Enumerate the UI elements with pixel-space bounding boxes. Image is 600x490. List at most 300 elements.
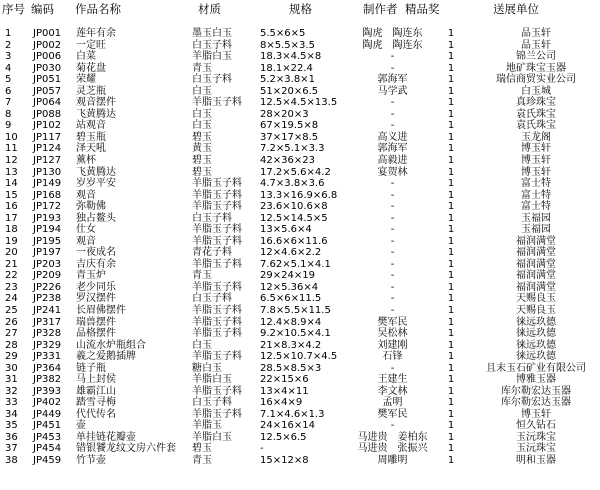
cell-maker: - [390,189,395,201]
cell-award: 1 [447,166,455,178]
cell-spec: 21×8.3×4.2 [260,339,322,351]
cell-name: 飞黄腾达 [76,166,116,178]
cell-seq: 34 [5,408,18,420]
cell-award: 1 [447,455,455,466]
cell-spec: 28×20×3 [260,108,309,120]
cell-material: 羊脂玉子料 [192,316,242,328]
cell-unit: 福润满堂 [516,281,556,293]
cell-name: 瑞兽摆件 [76,316,116,328]
cell-seq: 31 [5,374,18,386]
cell-seq: 38 [5,455,18,466]
cell-unit: 徕远玖德 [516,351,556,363]
cell-unit: 玉沅珠宝 [516,443,556,455]
cell-name: 观音 [76,235,96,247]
cell-material: 青玉 [192,270,212,282]
cell-maker: 宴贺林 [377,166,408,178]
cell-name: 老少同乐 [76,281,116,293]
cell-material: 羊脂玉子料 [192,189,242,201]
cell-award: 1 [447,39,455,51]
header-code: 编码 [31,2,54,16]
cell-maker: 王建生 [377,374,408,386]
cell-seq: 12 [5,154,18,166]
cell-unit: 品玉轩 [521,39,551,51]
cell-name: 碧玉瓶 [76,131,106,143]
cell-award: 1 [447,85,455,97]
cell-seq: 1 [5,28,12,39]
cell-material: 羊脂玉子料 [192,281,242,293]
cell-material: 羊脂白玉 [192,51,232,63]
cell-name: 薰杯 [76,154,96,166]
cell-unit: 徕远玖德 [516,339,556,351]
cell-maker: - [390,224,395,236]
cell-spec: 16.6×6×11.6 [260,235,328,247]
cell-code: JP030 [33,62,62,74]
cell-seq: 16 [5,201,18,213]
cell-code: JP057 [33,85,62,97]
cell-spec: 29×24×19 [260,270,315,282]
cell-code: JP064 [33,97,62,109]
cell-unit: 富士特 [521,189,551,201]
cell-spec: 8×5.5×3.5 [260,39,315,51]
cell-code: JP088 [33,108,62,120]
cell-code: JP193 [33,212,62,224]
cell-unit: 博玉轩 [521,408,551,420]
cell-award: 1 [447,397,455,409]
cell-name: 灵芝瓶 [76,85,106,97]
cell-code: JP102 [33,120,62,132]
cell-maker: - [390,420,395,432]
cell-name: 青玉炉 [76,270,106,282]
cell-unit: 福润满堂 [516,247,556,259]
cell-spec: 24×16×14 [260,420,315,432]
cell-code: JP317 [33,316,62,328]
cell-name: 错银饕龙纹文房六件套 [76,443,176,455]
cell-seq: 24 [5,293,18,305]
cell-name: 观音 [76,189,96,201]
cell-seq: 13 [5,166,18,178]
cell-spec: 7.2×5.1×3.3 [260,143,325,155]
cell-seq: 7 [5,97,12,109]
cell-maker: - [390,120,395,132]
cell-code: JP194 [33,224,62,236]
cell-spec: 7.1×4.6×1.3 [260,408,325,420]
cell-spec: 9.2×10.5×4.1 [260,328,331,339]
cell-unit: 且末玉石矿业有限公司 [486,362,586,374]
cell-material: 黄玉 [192,143,212,155]
cell-unit: 徕远玖德 [516,316,556,328]
cell-maker: - [390,247,395,259]
cell-code: JP393 [33,385,62,397]
cell-material: 白玉子料 [192,397,232,409]
cell-seq: 21 [5,258,18,270]
cell-award: 1 [447,120,455,132]
cell-code: JP002 [33,39,62,51]
cell-code: JP331 [33,351,62,363]
cell-seq: 6 [5,85,12,97]
cell-material: 羊脂玉子料 [192,201,242,213]
cell-spec: 37×17×8.5 [260,131,319,143]
cell-unit: 库尔勒宏达玉器 [501,385,571,397]
header-seq: 序号 [2,2,25,16]
cell-name: 独占鳌头 [76,212,116,224]
cell-award: 1 [447,108,455,120]
cell-award: 1 [447,305,455,316]
cell-award: 1 [447,374,455,386]
cell-award: 1 [447,293,455,305]
cell-seq: 2 [5,39,12,51]
cell-name: 羲之爱鹅插牌 [76,351,136,363]
cell-name: 品格摆件 [76,328,116,339]
cell-code: JP449 [33,408,62,420]
cell-maker: - [390,97,395,109]
cell-award: 1 [447,235,455,247]
cell-seq: 18 [5,224,18,236]
cell-code: JP226 [33,281,62,293]
cell-maker: 陶虎 陶连东 [362,39,423,51]
cell-material: 白玉子料 [192,212,232,224]
cell-unit: 袁氏珠宝 [516,120,556,132]
cell-spec: 42×36×23 [260,154,315,166]
cell-unit: 天赐良玉 [516,305,556,316]
cell-code: JP459 [33,455,62,466]
cell-name: 竹节壶 [76,455,106,466]
cell-material: 青玉 [192,62,212,74]
cell-seq: 26 [5,316,18,328]
cell-spec: 12×4.6×2.2 [260,247,322,259]
cell-maker: - [390,62,395,74]
cell-seq: 28 [5,339,18,351]
cell-award: 1 [447,143,455,155]
cell-seq: 17 [5,212,18,224]
cell-spec: 4.7×3.8×3.6 [260,178,325,189]
cell-name: 岁岁平安 [76,178,116,189]
cell-material: 碧玉 [192,131,212,143]
cell-material: 羊脂玉子料 [192,178,242,189]
cell-award: 1 [447,74,455,86]
cell-award: 1 [447,281,455,293]
cell-seq: 36 [5,431,18,443]
cell-seq: 10 [5,131,18,143]
cell-spec: 12×5.36×4 [260,281,319,293]
cell-unit: 福润满堂 [516,270,556,282]
cell-material: 羊脂白玉 [192,374,232,386]
cell-award: 1 [447,28,455,39]
cell-code: JP451 [33,420,62,432]
cell-code: JP001 [33,28,62,39]
cell-maker: - [390,51,395,63]
cell-code: JP453 [33,431,62,443]
cell-award: 1 [447,431,455,443]
cell-award: 1 [447,362,455,374]
cell-material: 羊脂玉子料 [192,351,242,363]
cell-maker: - [390,212,395,224]
cell-name: 荣耀 [76,74,96,86]
cell-maker: - [390,178,395,189]
header-unit: 送展单位 [493,2,539,16]
cell-maker: - [390,235,395,247]
cell-spec: 13×5.6×4 [260,224,312,236]
cell-material: 青玉 [192,455,212,466]
cell-maker: 马学武 [377,85,408,97]
cell-maker: 李文林 [377,385,408,397]
cell-code: JP130 [33,166,62,178]
cell-code: JP117 [33,131,62,143]
cell-award: 1 [447,420,455,432]
cell-material: 墨玉白玉 [192,28,232,39]
cell-award: 1 [447,62,455,74]
cell-award: 1 [447,224,455,236]
cell-unit: 天赐良玉 [516,293,556,305]
cell-unit: 博玉轩 [521,154,551,166]
cell-name: 一夜成名 [76,247,116,259]
cell-name: 雄霸江山 [76,385,116,397]
cell-name: 链子瓶 [76,362,106,374]
cell-code: JP364 [33,362,62,374]
cell-name: 观音摆件 [76,97,116,109]
cell-award: 1 [447,247,455,259]
cell-maker: 高义进 [377,131,408,143]
cell-spec: 12.4×8.9×4 [260,316,322,328]
cell-maker: 樊军民 [377,408,408,420]
cell-maker: 高毅进 [377,154,408,166]
cell-material: 白玉 [192,339,212,351]
cell-maker: 马进贵 张振兴 [357,443,428,455]
cell-spec: 18.3×4.5×8 [260,51,322,63]
cell-award: 1 [447,339,455,351]
cell-spec: 12.5×14.5×5 [260,212,328,224]
cell-name: 单挂链花瓣壶 [76,431,136,443]
cell-seq: 32 [5,385,18,397]
cell-code: JP238 [33,293,62,305]
header-name: 作品名称 [75,2,121,16]
cell-maker: 石锋 [382,351,403,363]
cell-name: 长眉佛摆件 [76,305,126,316]
cell-material: 白玉子料 [192,39,232,51]
cell-maker: 吴松林 [377,328,408,339]
cell-material: 糖白玉 [192,362,222,374]
cell-spec: 12.5×4.5×13.5 [260,97,338,109]
cell-seq: 20 [5,247,18,259]
cell-spec: 6.5×6×11.5 [260,293,322,305]
cell-seq: 3 [5,51,12,63]
cell-spec: 23.6×10.6×8 [260,201,328,213]
cell-unit: 地矿珠宝玉器 [506,62,566,74]
cell-maker: 樊军民 [377,316,408,328]
cell-name: 一定旺 [76,39,106,51]
cell-name: 吉庆有余 [76,258,116,270]
cell-material: 白玉 [192,85,212,97]
cell-name: 马上封侯 [76,374,116,386]
cell-award: 1 [447,189,455,201]
cell-material: 碧玉 [192,443,212,455]
cell-name: 壶 [76,420,86,432]
cell-award: 1 [447,351,455,363]
cell-material: 羊脂玉子料 [192,408,242,420]
cell-maker: - [390,258,395,270]
cell-code: JP329 [33,339,62,351]
cell-seq: 15 [5,189,18,201]
cell-name: 站观音 [76,120,106,132]
cell-unit: 富士特 [521,201,551,213]
cell-unit: 袁氏珠宝 [516,108,556,120]
cell-seq: 14 [5,178,18,189]
cell-spec: 5.2×3.8×1 [260,74,315,86]
cell-code: JP328 [33,328,62,339]
cell-unit: 恒久钻石 [516,420,556,432]
cell-maker: - [390,108,395,120]
cell-seq: 23 [5,281,18,293]
cell-unit: 玉福园 [521,224,551,236]
cell-unit: 博玉轩 [521,166,551,178]
cell-spec: 13.3×16.9×6.8 [260,189,338,201]
cell-spec: 22×15×6 [260,374,309,386]
cell-maker: - [390,281,395,293]
cell-seq: 30 [5,362,18,374]
cell-unit: 玉沅珠宝 [516,431,556,443]
cell-name: 飞黄腾达 [76,108,116,120]
cell-award: 1 [447,316,455,328]
cell-code: JP241 [33,305,62,316]
cell-award: 1 [447,178,455,189]
cell-unit: 福润满堂 [516,258,556,270]
cell-name: 莲年有余 [76,28,116,39]
cell-material: 羊脂玉子料 [192,235,242,247]
cell-unit: 品玉轩 [521,28,551,39]
cell-code: JP402 [33,397,62,409]
cell-seq: 11 [5,143,18,155]
cell-code: JP197 [33,247,62,259]
cell-unit: 瑞信商贸实业公司 [496,74,576,86]
cell-seq: 19 [5,235,18,247]
cell-spec: 7.62×5.1×4.1 [260,258,331,270]
cell-maker: 孟明 [382,397,403,409]
cell-maker: 陶虎 陶连东 [362,28,423,39]
cell-name: 白菜 [76,51,96,63]
cell-maker: - [390,201,395,213]
cell-seq: 37 [5,443,18,455]
header-award: 精品奖 [405,2,440,16]
cell-unit: 库尔勒宏达玉器 [501,397,571,409]
cell-award: 1 [447,443,455,455]
cell-name: 菊花盘 [76,62,106,74]
cell-spec: 18.1×22.4 [260,62,313,74]
cell-spec: 7.8×5.5×11.5 [260,305,331,316]
cell-seq: 29 [5,351,18,363]
cell-name: 代代传名 [76,408,116,420]
cell-code: JP209 [33,270,62,282]
cell-seq: 9 [5,120,12,132]
cell-award: 1 [447,212,455,224]
cell-seq: 35 [5,420,18,432]
cell-award: 1 [447,328,455,339]
cell-spec: 13×4×11 [260,385,309,397]
cell-maker: 郭海军 [377,74,408,86]
cell-unit: 明和玉器 [516,455,556,466]
cell-seq: 27 [5,328,18,339]
cell-unit: 博玉轩 [521,143,551,155]
cell-spec: 15×12×8 [260,455,309,466]
cell-code: JP382 [33,374,62,386]
cell-code: JP051 [33,74,62,86]
cell-maker: 郭海军 [377,143,408,155]
cell-award: 1 [447,408,455,420]
cell-award: 1 [447,385,455,397]
cell-maker: 马进贵 姜柏东 [357,431,428,443]
cell-seq: 5 [5,74,12,86]
cell-code: JP124 [33,143,62,155]
cell-maker: 周雕明 [377,455,408,466]
cell-name: 山流水炉瓶组合 [76,339,146,351]
cell-code: JP127 [33,154,62,166]
cell-maker: - [390,270,395,282]
cell-spec: 67×19.5×8 [260,120,319,132]
cell-code: JP172 [33,201,62,213]
cell-spec: 16×4×9 [260,397,303,409]
cell-spec: 17.2×5.6×4.2 [260,166,331,178]
cell-name: 泽天吼 [76,143,106,155]
cell-unit: 白玉城 [521,85,551,97]
cell-unit: 富士特 [521,178,551,189]
cell-seq: 4 [5,62,12,74]
cell-award: 1 [447,270,455,282]
cell-material: 白玉 [192,108,212,120]
cell-award: 1 [447,258,455,270]
header-material: 材质 [198,2,221,16]
cell-award: 1 [447,97,455,109]
cell-code: JP195 [33,235,62,247]
cell-name: 罗汉摆件 [76,293,116,305]
cell-material: 羊脂白玉 [192,431,232,443]
cell-material: 羊脂玉子料 [192,224,242,236]
cell-unit: 玉龙阁 [521,131,551,143]
cell-maker: - [390,362,395,374]
cell-spec: 12.5×10.7×4.5 [260,351,338,363]
cell-seq: 33 [5,397,18,409]
cell-material: 羊脂玉子料 [192,328,242,339]
cell-material: 白玉子料 [192,74,232,86]
cell-material: 羊脂玉子料 [192,385,242,397]
cell-material: 白玉 [192,120,212,132]
cell-award: 1 [447,201,455,213]
cell-material: 羊脂玉子料 [192,258,242,270]
cell-code: JP168 [33,189,62,201]
cell-spec: 12.5×6.5 [260,431,307,443]
cell-name: 踏雪寻梅 [76,397,116,409]
cell-name: 弥勒佛 [76,201,106,213]
cell-unit: 锦兰公司 [516,51,556,63]
cell-unit: 博雅玉器 [516,374,556,386]
cell-spec: - [260,443,264,455]
cell-name: 仕女 [76,224,96,236]
header-spec: 规格 [289,2,312,16]
cell-seq: 22 [5,270,18,282]
header-maker: 制作者 [363,2,398,16]
cell-unit: 徕远玖德 [516,328,556,339]
cell-award: 1 [447,154,455,166]
cell-unit: 福润满堂 [516,235,556,247]
cell-unit: 真珍珠宝 [516,97,556,109]
cell-code: JP454 [33,443,62,455]
cell-material: 碧玉 [192,154,212,166]
cell-material: 白玉子料 [192,293,232,305]
cell-spec: 28.5×8.5×3 [260,362,322,374]
cell-spec: 5.5×6×5 [260,28,306,39]
cell-seq: 25 [5,305,18,316]
cell-award: 1 [447,51,455,63]
cell-maker: 刘建刚 [377,339,408,351]
cell-code: JP149 [33,178,62,189]
cell-maker: - [390,305,395,316]
